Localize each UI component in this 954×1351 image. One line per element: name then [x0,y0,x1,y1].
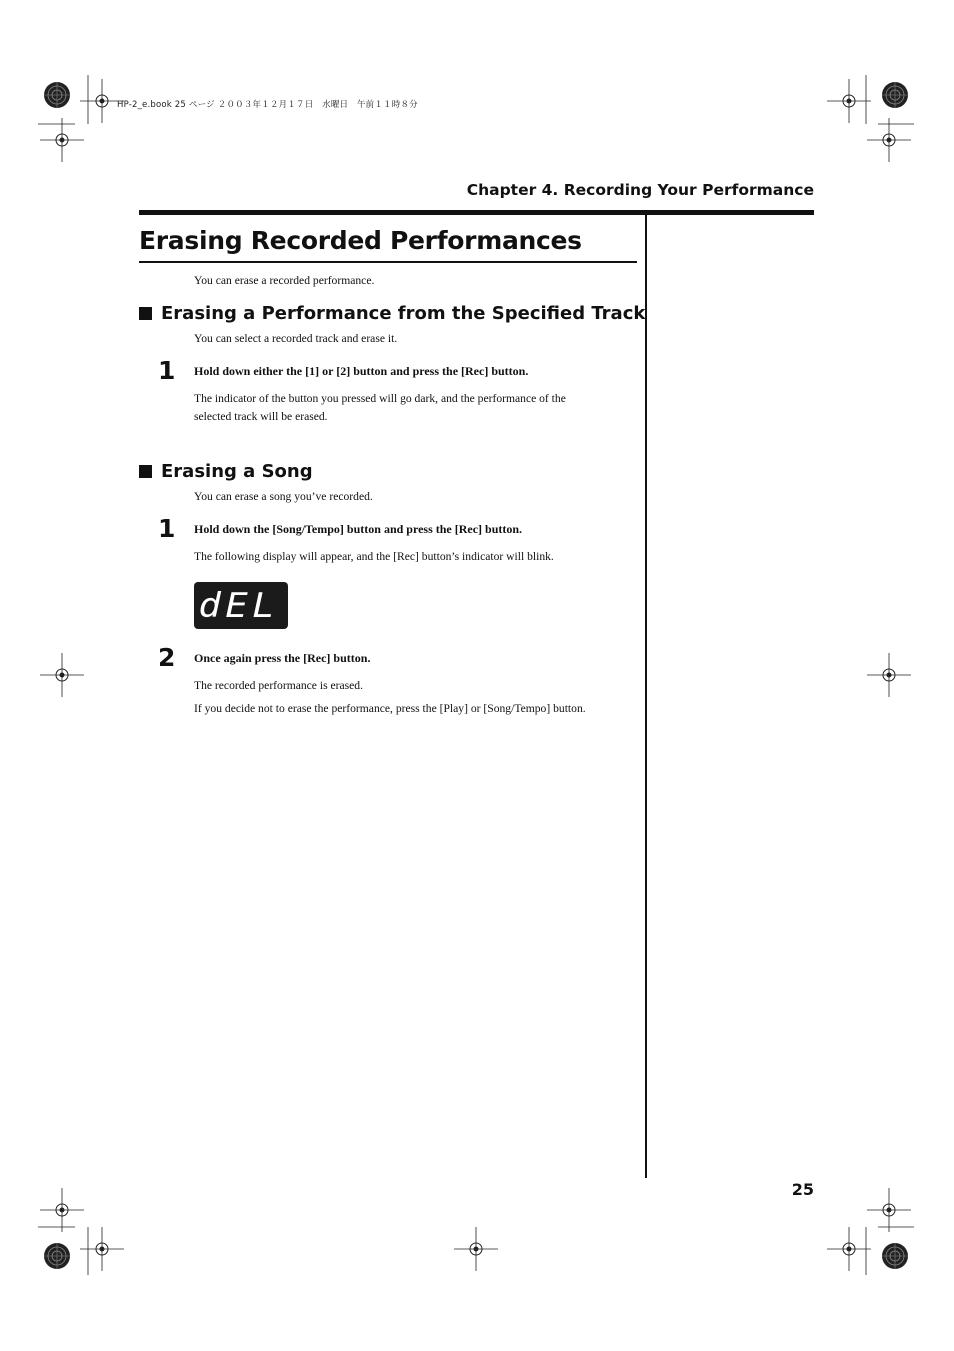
registration-mark-icon [80,1227,124,1271]
registration-mark-icon [827,1227,871,1271]
step-instruction: Hold down the [Song/Tempo] button and press the [Rec] button. [194,522,523,536]
registration-mark-icon [40,1188,84,1232]
section-heading [139,461,313,482]
registration-mark-icon [40,118,84,162]
led-display-text: dEL [198,585,280,626]
header-rule [139,210,814,215]
chapter-title: Chapter 4. Recording Your Performance [466,181,814,199]
led-display [194,582,288,629]
step-instruction: Hold down either the [1] or [2] button and press the [Rec] button. [194,364,529,378]
registration-star-icon [882,82,908,108]
square-bullet-icon [139,307,152,320]
registration-star-icon [882,1243,908,1269]
registration-mark-icon [827,79,871,123]
step-note: selected track will be erased. [194,410,328,423]
registration-mark-icon [454,1227,498,1271]
step-note: The following display will appear, and the [Rec] button’s indicator will blink. [194,550,554,563]
registration-mark-icon [867,1188,911,1232]
step-note: The indicator of the button you pressed will go dark, and the performance of the [194,392,566,405]
section-heading-text: Erasing a Song [161,461,313,482]
page-number: 25 [791,1180,814,1199]
step-note: If you decide not to erase the performance, press the [Play] or [Song/Tempo] button. [194,702,586,715]
registration-mark-icon [40,653,84,697]
column-divider [645,215,647,1178]
step-number: 1 [158,514,176,543]
step-instruction: Once again press the [Rec] button. [194,651,371,665]
title-underline [139,261,637,263]
section-heading-text: Erasing a Performance from the Specified Track [161,303,646,324]
page-title: Erasing Recorded Performances [139,226,582,255]
section-intro: You can erase a song you’ve recorded. [194,490,373,503]
print-header-note: HP-2_e.book 25 ページ ２００３年１２月１７日 水曜日 午前１１時８分 [117,100,418,110]
section-intro: You can select a recorded track and erase it. [194,332,398,345]
square-bullet-icon [139,465,152,478]
step-note: The recorded performance is erased. [194,679,363,692]
registration-star-icon [44,82,70,108]
step-number: 2 [158,643,176,672]
section-heading [139,303,645,324]
registration-mark-icon [867,653,911,697]
registration-star-icon [44,1243,70,1269]
step-number: 1 [158,356,176,385]
page-intro: You can erase a recorded performance. [194,274,375,287]
registration-mark-icon [867,118,911,162]
